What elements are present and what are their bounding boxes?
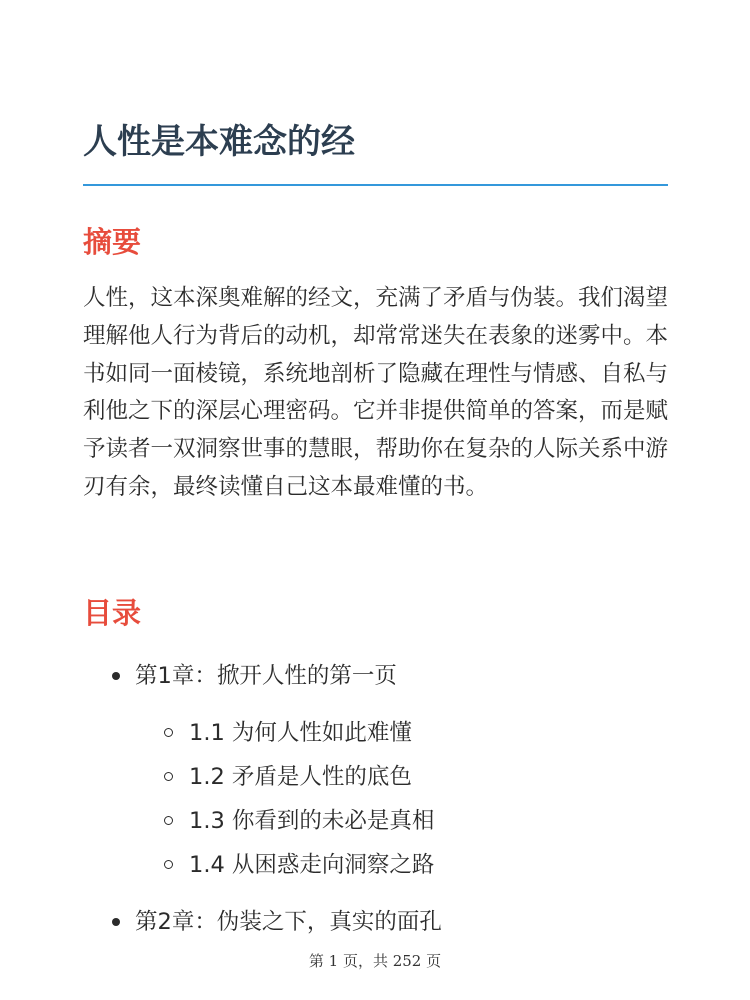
- toc-chapter-1[interactable]: 第1章：掀开人性的第一页: [135, 663, 397, 689]
- page-number-footer: 第 1 页，共 252 页: [308, 952, 442, 970]
- toc-section-1-2[interactable]: 1.2 矛盾是人性的底色: [189, 764, 412, 790]
- toc-chapter-2[interactable]: 第2章：伪装之下，真实的面孔: [135, 909, 442, 935]
- bullet-disc-icon: [112, 672, 120, 680]
- toc-heading: 目录: [83, 596, 142, 630]
- bullet-circle-icon: [164, 816, 173, 825]
- bullet-circle-icon: [164, 772, 173, 781]
- toc-section-1-3[interactable]: 1.3 你看到的未必是真相: [189, 808, 435, 834]
- bullet-circle-icon: [164, 728, 173, 737]
- summary-heading: 摘要: [83, 225, 142, 259]
- bullet-circle-icon: [164, 860, 173, 869]
- toc-section-1-4[interactable]: 1.4 从困惑走向洞察之路: [189, 852, 435, 878]
- title-divider: [83, 184, 668, 186]
- toc-section-1-1[interactable]: 1.1 为何人性如此难懂: [189, 720, 412, 746]
- document-title: 人性是本难念的经: [83, 122, 355, 162]
- bullet-disc-icon: [112, 918, 120, 926]
- summary-paragraph: 人性，这本深奥难解的经文，充满了矛盾与伪装。我们渴望理解他人行为背后的动机，却常常迷失在表象的迷雾中。本书如同一面棱镜，系统地剖析了隐藏在理性与情感、自私与利他之下的深层心理密码。它并非提供简单的答案，而是赋予读者一双洞察世事的慧眼，帮助你在复杂的人际关系中游刃有余，最终读懂自己这本最难懂的书。: [83, 285, 669, 500]
